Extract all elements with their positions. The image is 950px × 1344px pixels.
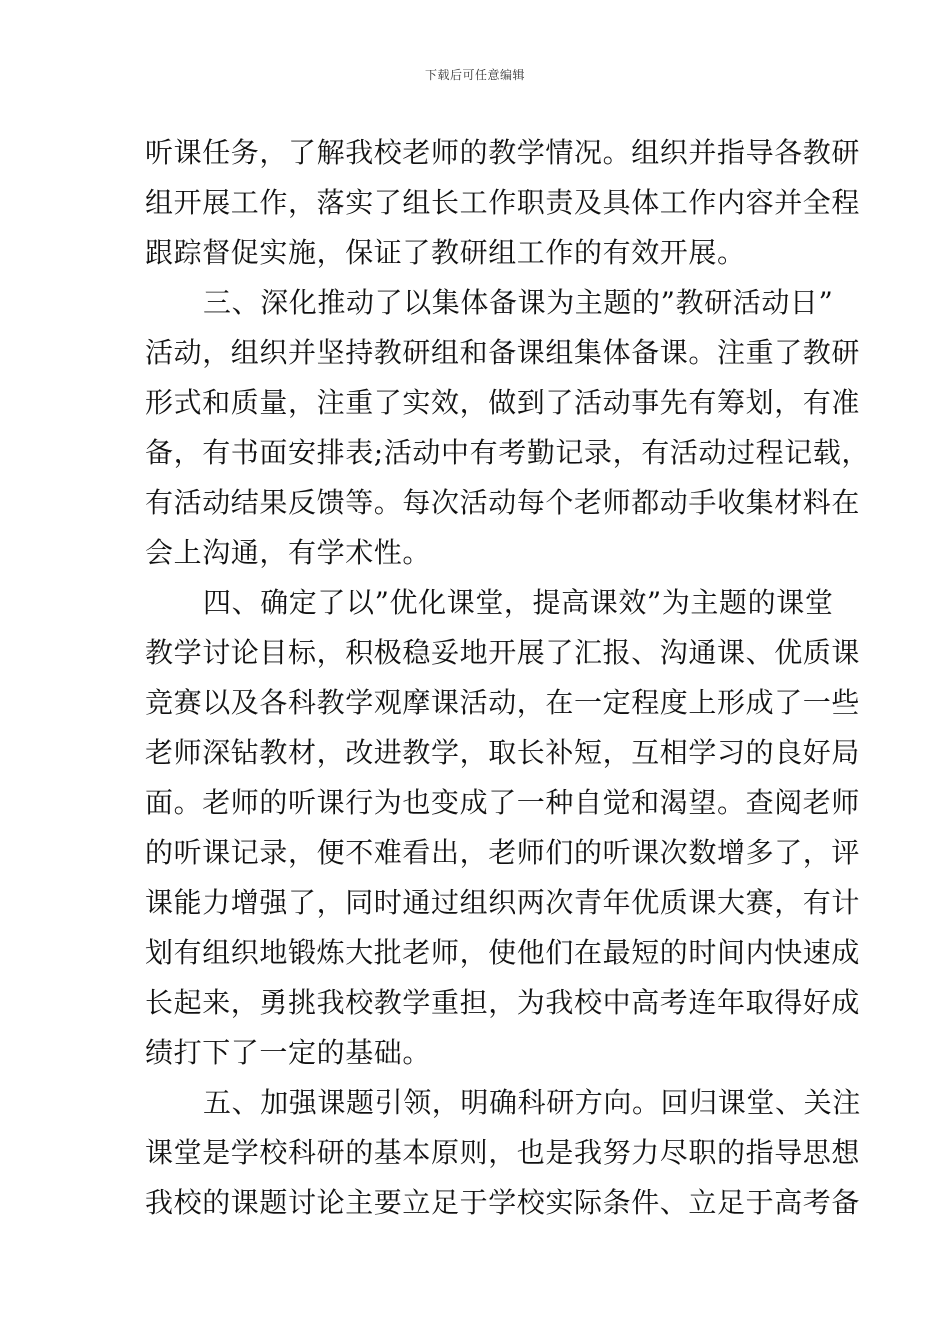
- text-line: 会上沟通，有学术性。: [145, 536, 432, 569]
- text-line: 绩打下了一定的基础。: [145, 1036, 432, 1069]
- text-line: 的听课记录，便不难看出，老师们的听课次数增多了，评: [145, 836, 861, 869]
- text-line: 老师深钻教材，改进教学，取长补短，互相学习的良好局: [145, 736, 861, 769]
- text-line: 长起来，勇挑我校教学重担，为我校中高考连年取得好成: [145, 986, 861, 1019]
- text-line: 五、加强课题引领，明确科研方向。回归课堂、关注: [203, 1086, 861, 1119]
- text-line: 划有组织地锻炼大批老师，使他们在最短的时间内快速成: [145, 936, 861, 969]
- text-line: 活动，组织并坚持教研组和备课组集体备课。注重了教研: [145, 336, 861, 369]
- text-line: 三、深化推动了以集体备课为主题的”教研活动日”: [203, 286, 834, 319]
- text-line: 我校的课题讨论主要立足于学校实际条件、立足于高考备: [145, 1186, 861, 1219]
- text-line: 形式和质量，注重了实效，做到了活动事先有筹划，有准: [145, 386, 861, 419]
- text-line: 听课任务，了解我校老师的教学情况。组织并指导各教研: [145, 136, 861, 169]
- text-line: 备，有书面安排表;活动中有考勤记录，有活动过程记载，: [145, 436, 871, 469]
- text-line: 教学讨论目标，积极稳妥地开展了汇报、沟通课、优质课: [145, 636, 861, 669]
- page-header-note: 下载后可任意编辑: [424, 68, 525, 82]
- text-line: 有活动结果反馈等。每次活动每个老师都动手收集材料在: [145, 486, 861, 519]
- text-line: 竞赛以及各科教学观摩课活动，在一定程度上形成了一些: [145, 686, 861, 719]
- document-body: [145, 128, 871, 1228]
- text-line: 四、确定了以”优化课堂，提高课效”为主题的课堂: [203, 586, 834, 619]
- text-line: 课能力增强了，同时通过组织两次青年优质课大赛，有计: [145, 886, 861, 919]
- text-line: 课堂是学校科研的基本原则，也是我努力尽职的指导思想: [145, 1136, 861, 1169]
- text-line: 组开展工作，落实了组长工作职责及具体工作内容并全程: [145, 186, 861, 219]
- text-line: 面。老师的听课行为也变成了一种自觉和渴望。查阅老师: [145, 786, 861, 819]
- text-line: 跟踪督促实施，保证了教研组工作的有效开展。: [145, 236, 746, 269]
